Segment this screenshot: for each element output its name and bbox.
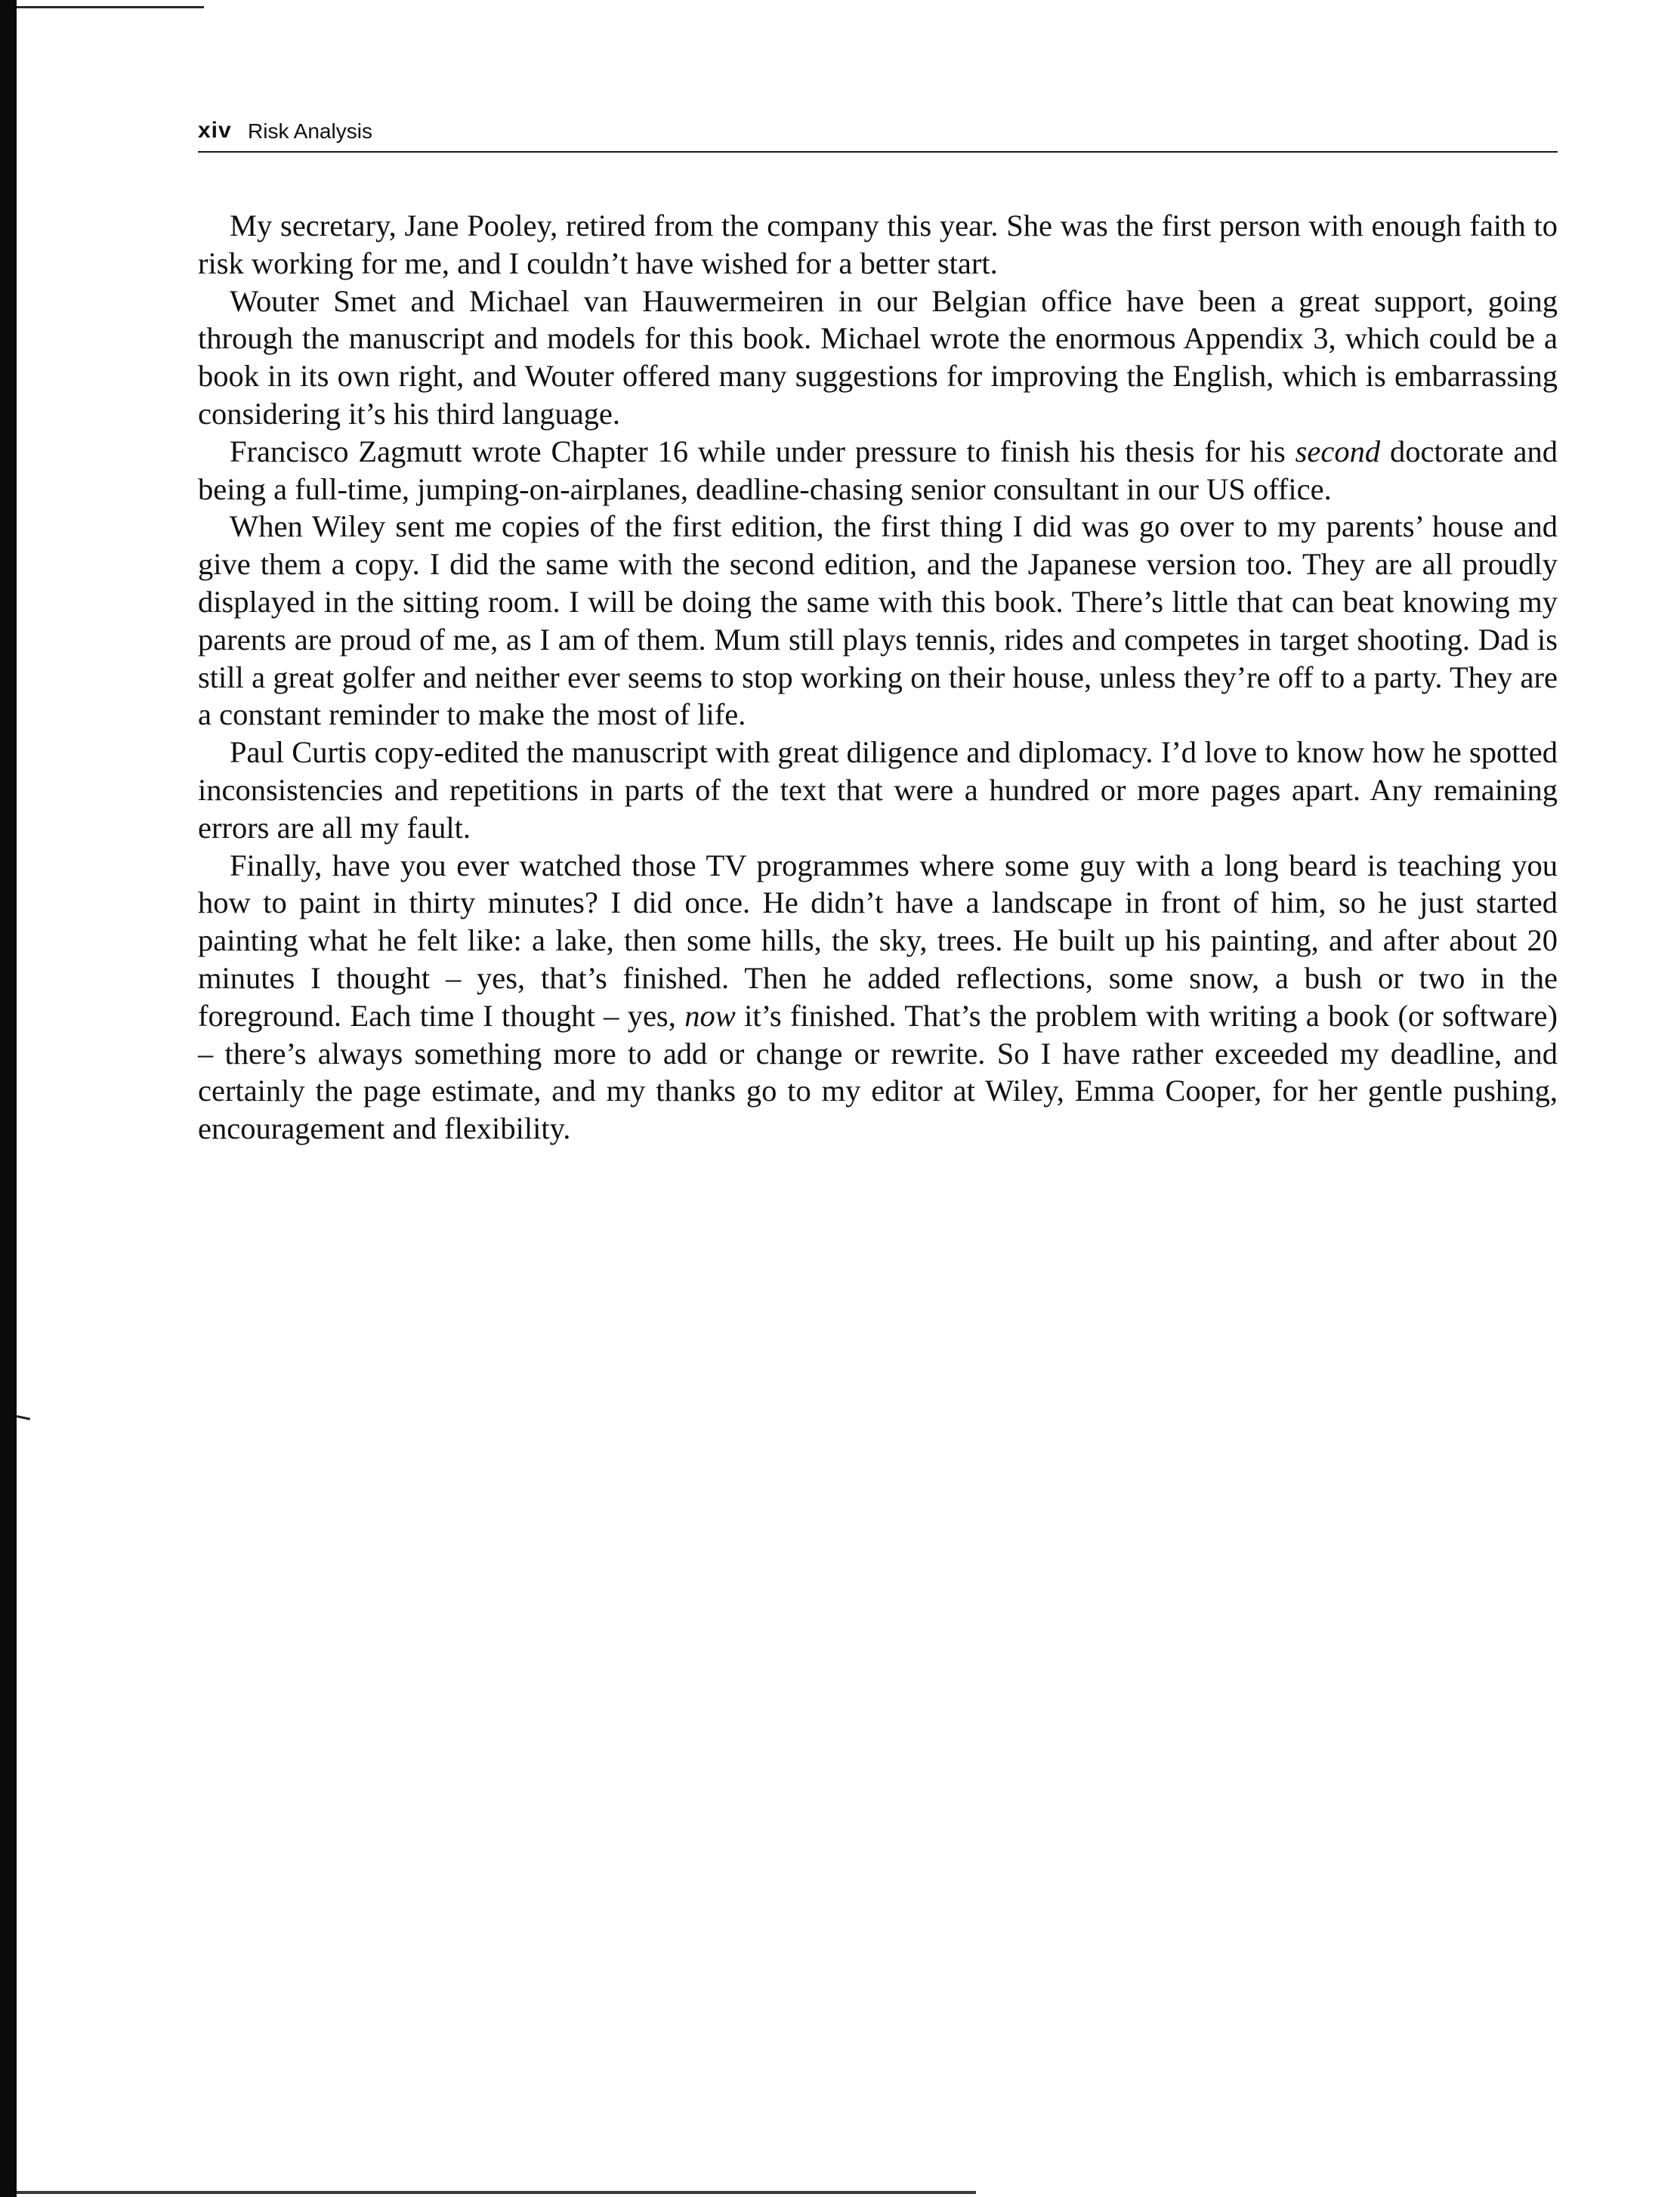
scan-nick — [17, 1415, 30, 1420]
scan-edge-bottom — [17, 2191, 976, 2194]
page-number: xiv — [198, 118, 232, 143]
emphasis-second: second — [1295, 434, 1381, 468]
paragraph-zagmutt-text: Francisco Zagmutt wrote Chapter 16 while under pressure to finish his thesis for his — [230, 434, 1296, 468]
body-text — [198, 207, 1558, 1148]
scan-edge-top — [17, 6, 204, 8]
scan-edge-left — [0, 0, 17, 2197]
paragraph-copy-editor: Paul Curtis copy-edited the manuscript with great diligence and diplomacy. I’d love to know how he spotted inconsistencies and repetitions in parts of the text that were a hundred or more pages apart. Any remaining errors are all my fault. — [198, 735, 1558, 845]
paragraph-finally — [198, 847, 1558, 1148]
emphasis-now: now — [684, 998, 736, 1033]
paragraph-finally-text: Finally, have you ever watched those TV programmes where some guy with a long beard is teaching you how to paint in thirty minutes? I did once. He didn’t have a landscape in front of him, so he just started painting what he felt like: a lake, then some hills, the sky, trees. He built up his painting, and after about 20 minutes I thought – yes, that’s finished. Then he added reflections, some snow, a bush or two in the foreground. Each time I thought – yes, — [198, 848, 1558, 1033]
paragraph-zagmutt-text-end: doctorate and being a full-time, jumping-on-airplanes, deadline-chasing senior consultant in our US office. — [198, 434, 1558, 506]
paragraph-parents: When Wiley sent me copies of the first edition, the first thing I did was go over to my parents’ house and give them a copy. I did the same with the second edition, and the Japanese version too. They are all proudly displayed in the sitting room. I will be doing the same with this book. There’s little that can beat knowing my parents are proud of me, as I am of them. Mum still plays tennis, rides and competes in target shooting. Dad is still a great golfer and neither ever seems to stop working on their house, unless they’re off to a party. They are a constant reminder to make the most of life. — [198, 509, 1558, 732]
book-title: Risk Analysis — [248, 119, 372, 143]
paragraph-secretary: My secretary, Jane Pooley, retired from the company this year. She was the first person with enough faith to risk working for me, and I couldn’t have wished for a better start. — [198, 209, 1558, 280]
running-head — [198, 113, 1558, 153]
paragraph-zagmutt — [198, 433, 1558, 508]
paragraph-finally-text-end: it’s finished. That’s the problem with writing a book (or software) – there’s always something more to add or change or rewrite. So I have rather exceeded my deadline, and certainly the page estimate, and my thanks go to my editor at Wiley, Emma Cooper, for her gentle pushing, encouragement and flexibility. — [198, 998, 1558, 1146]
paragraph-belgian-office: Wouter Smet and Michael van Hauwermeiren in our Belgian office have been a great support, going through the manuscript and models for this book. Michael wrote the enormous Appendix 3, which could be a book in its own right, and Wouter offered many suggestions for improving the English, which is embarrassing considering it’s his third language. — [198, 283, 1558, 431]
